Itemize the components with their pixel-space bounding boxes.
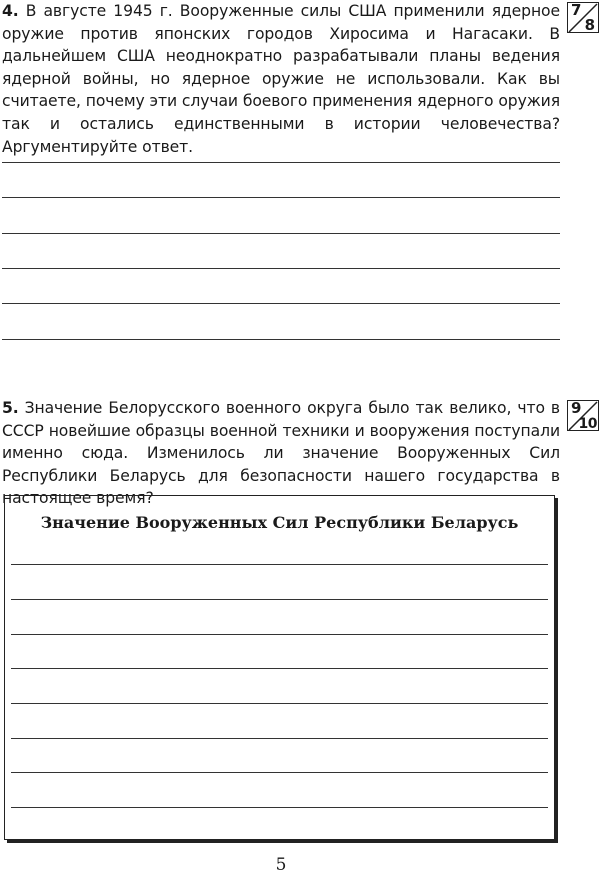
grade-badge-7-8	[567, 2, 599, 33]
answer-line[interactable]	[11, 599, 548, 600]
grade-badge-top: 9	[571, 400, 582, 417]
answer-box-title: Значение Вооруженных Сил Республики Беларусь	[40, 513, 519, 532]
question-4-text: В августе 1945 г. Вооруженные силы США применили ядерное оружие против японских городов Хиросима и Нагасаки. В дальнейшем США неоднократно разрабатывали планы ведения ядерной войны, но ядерное оружие не использовали. Как вы считаете, почему эти случаи боевого применения ядерного оружия так и остались единственными в истории человечества? Аргументируйте ответ.	[2, 2, 560, 156]
answer-line[interactable]	[2, 339, 560, 340]
answer-line[interactable]	[11, 634, 548, 635]
grade-badge-top: 7	[571, 2, 582, 19]
grade-badge-bottom: 10	[578, 416, 597, 431]
answer-line[interactable]	[11, 738, 548, 739]
question-5	[2, 397, 560, 510]
question-4-number: 4.	[2, 2, 19, 20]
answer-line[interactable]	[2, 162, 560, 163]
answer-line[interactable]	[2, 303, 560, 304]
answer-line[interactable]	[2, 197, 560, 198]
grade-badge-bottom: 8	[584, 16, 595, 33]
grade-badge-9-10	[567, 400, 599, 431]
answer-line[interactable]	[11, 807, 548, 808]
question-5-number: 5.	[2, 399, 19, 417]
page-number: 5	[275, 855, 287, 875]
answer-box	[4, 495, 555, 840]
answer-line[interactable]	[2, 233, 560, 234]
answer-line[interactable]	[11, 772, 548, 773]
answer-line[interactable]	[11, 564, 548, 565]
question-4	[2, 0, 560, 158]
question-5-text: Значение Белорусского военного округа было так велико, что в СССР новейшие образцы военной техники и вооружения поступали именно сюда. Изменилось ли значение Вооруженных Сил Республики Беларусь для безопасности нашего государства в настоящее время?	[2, 399, 561, 508]
answer-line[interactable]	[11, 703, 548, 704]
answer-line[interactable]	[2, 268, 560, 269]
answer-line[interactable]	[11, 668, 548, 669]
